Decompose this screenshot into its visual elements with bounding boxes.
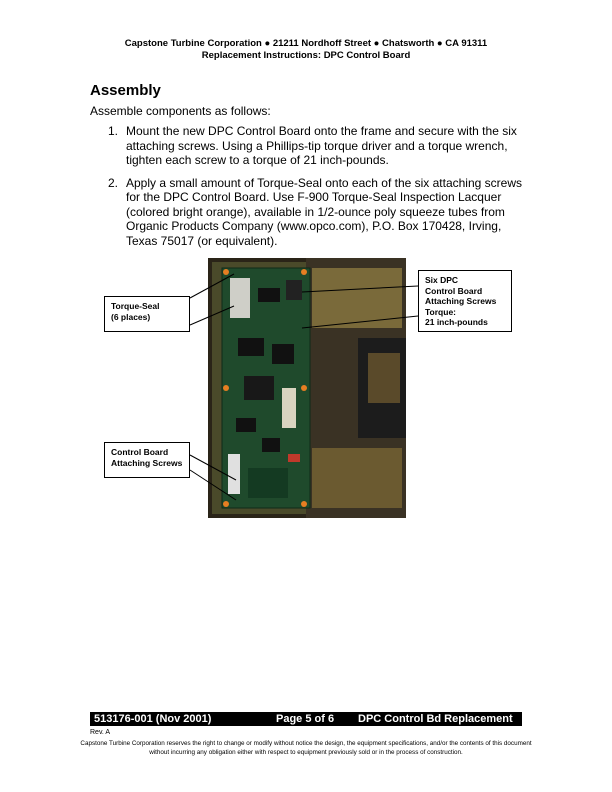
step-text: Apply a small amount of Torque-Seal onto each of the six attaching screws for the DPC Control Board. Use F-900 Torque-Seal Inspection Lacquer (colored bright orange), available in 1/2-ounce poly squeeze tubes from Organic Products Company (www.opco.com), P.O. Box 170428, Irving, Texas 75017 (or equivalent).: [126, 175, 522, 248]
footer-doc-title: DPC Control Bd Replacement: [358, 713, 513, 725]
callout-line: Control Board: [425, 285, 483, 296]
step-item: [108, 124, 528, 168]
step-item: [108, 176, 528, 249]
step-number: 1.: [108, 124, 119, 138]
callout-line: Attaching Screws: [425, 296, 497, 306]
callout-line: 21 inch-pounds: [425, 317, 488, 327]
callout-line: Torque-Seal: [111, 301, 160, 311]
callout-line: Torque:: [425, 306, 457, 317]
page-header: [0, 38, 612, 62]
section-title: Assembly: [90, 82, 161, 99]
steps-list: [108, 124, 528, 256]
callout-line: Six DPC: [425, 275, 459, 285]
footer-doc-number: 513176-001 (Nov 2001): [94, 713, 212, 725]
section-intro: Assemble components as follows:: [90, 104, 271, 118]
step-text: Mount the new DPC Control Board onto the frame and secure with the six attaching screws. Using a Phillips-tip torque driver and a torque wrench, tighten each screw to a torque of 21 inch-pounds.: [126, 124, 517, 167]
callout-board-screws: [104, 442, 190, 478]
callout-line: (6 places): [111, 311, 151, 322]
footer-bar: [90, 712, 522, 726]
callout-six-screws: [418, 270, 512, 332]
control-board-photo: [208, 258, 406, 518]
callout-line: Attaching Screws: [111, 457, 183, 468]
step-number: 2.: [108, 175, 119, 190]
footer-page: Page 5 of 6: [276, 713, 335, 725]
footer-revision: Rev. A: [90, 729, 111, 736]
footer-disclaimer: Capstone Turbine Corporation reserves the right to change or modify without notice the design, the equipment specifications, and/or the contents of this document without incurring any obligation either with respect to equipment previously sold or in the process of construction.: [80, 740, 532, 756]
callout-line: Control Board: [111, 447, 169, 457]
header-company-line: Capstone Turbine Corporation ● 21211 Nordhoff Street ● Chatsworth ● CA 91311: [124, 38, 488, 49]
callout-torque-seal: [104, 296, 190, 332]
header-doc-line: Replacement Instructions: DPC Control Board: [201, 50, 411, 61]
